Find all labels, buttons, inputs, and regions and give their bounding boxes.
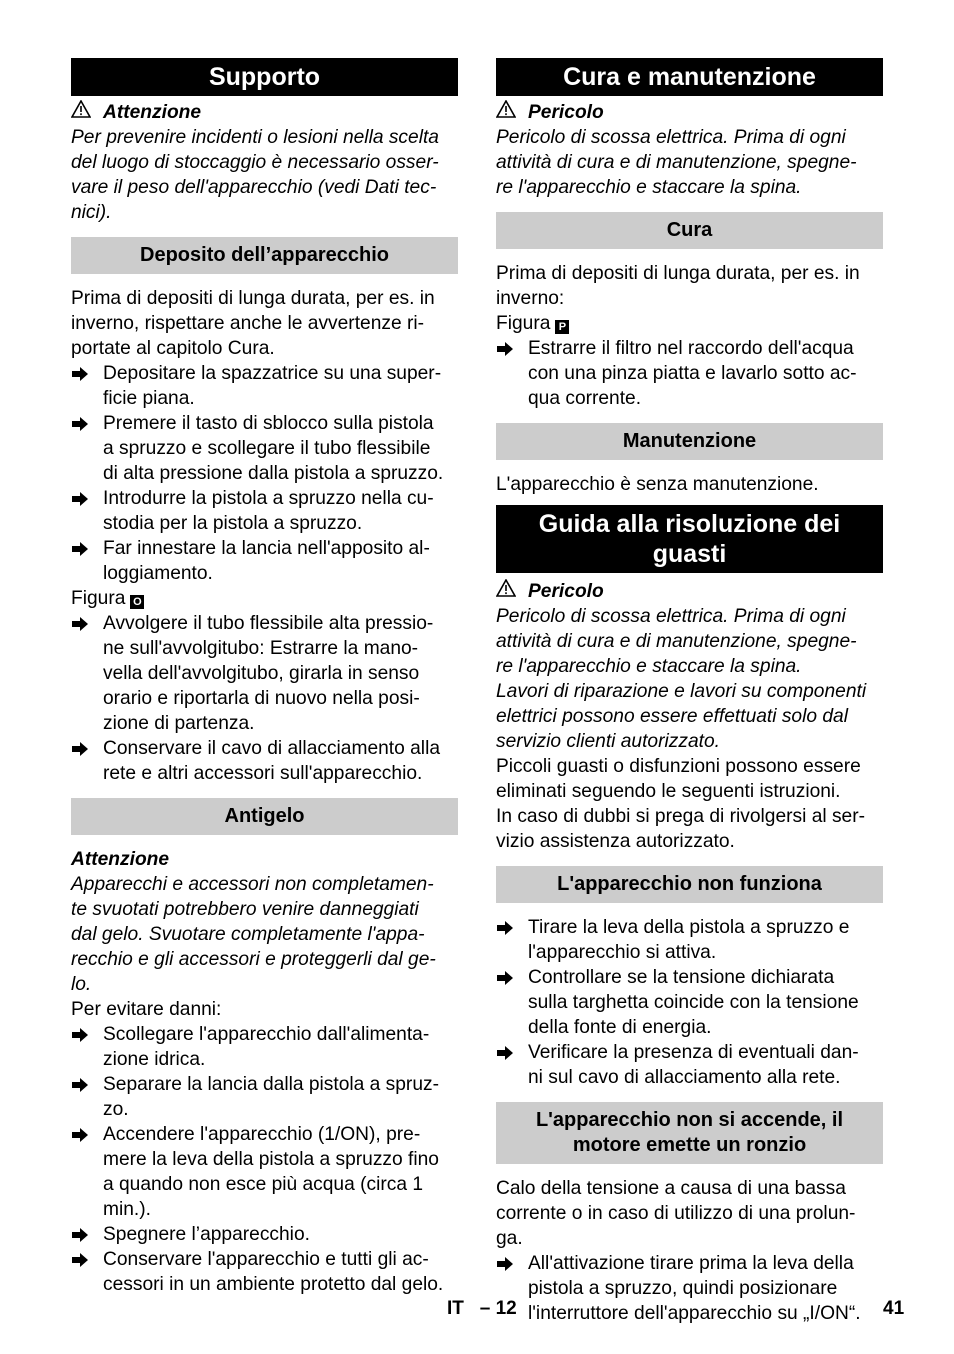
warning-supporto [71,100,458,125]
arrow-right-icon [71,1222,103,1247]
heading-guida [496,505,883,573]
footer-language-code: IT – 12 [447,1298,517,1319]
text-line: zo. [103,1099,129,1120]
arrow-right-icon [496,336,528,411]
text-manutenzione: L'apparecchio è senza manutenzione. [496,474,819,495]
list-item [496,965,883,1040]
text-line: l'apparecchio si attiva. [528,942,717,963]
text-line: Prima di depositi di lunga durata, per es. in [496,263,860,284]
heading-supporto: Supporto [71,58,458,96]
text-line: Pericolo di scossa elettrica. Prima di ogni [496,606,846,627]
text-line: elettrici possono essere effettuati solo dal [496,706,848,727]
text-line: ficie piana. [103,388,195,409]
intro-antigelo: Per evitare danni: [71,999,222,1020]
text-line: ni sul cavo di allacciamento alla rete. [528,1067,841,1088]
text-line: ne sull'avvolgitubo: Estrarre la mano- [103,638,419,659]
heading-line: guasti [652,540,727,568]
text-line: l'interruttore dell'apparecchio su „I/ON“. [528,1303,861,1324]
heading-deposito: Deposito dell’apparecchio [71,237,458,274]
text-line: orario e riportarla di nuovo nella posi- [103,688,420,709]
arrow-right-icon [71,1122,103,1222]
list-item [71,536,458,586]
list-item [71,736,458,786]
heading-manutenzione: Manutenzione [496,423,883,460]
text-line: zione di partenza. [103,713,255,734]
text-line: servizio clienti autorizzato. [496,731,720,752]
text-line: Apparecchi e accessori non completamen- [71,874,434,895]
figure-label: Figura [496,313,551,334]
text-line: Piccoli guasti o disfunzioni possono essere [496,756,861,777]
text-line: ga. [496,1228,523,1249]
text-line: recchio e gli accessori e proteggerli dal ge- [71,949,436,970]
text-line: cessori in un ambiente protetto dal gelo. [103,1274,444,1295]
heading-antigelo: Antigelo [71,798,458,835]
warning-guida [496,579,883,604]
text-line: Estrarre il filtro nel raccordo dell'acqua [528,338,854,359]
list-item [71,1022,458,1072]
warning-triangle-icon [71,100,93,125]
arrow-right-icon [496,915,528,965]
text-line: a quando non esce più acqua (circa 1 [103,1174,424,1195]
text-line: te svuotati potrebbero venire danneggiati [71,899,419,920]
heading-ronzio [496,1102,883,1164]
arrow-right-icon [71,486,103,536]
list-item [71,1072,458,1122]
text-line: Spegnere l’apparecchio. [103,1224,310,1245]
figure-reference [496,311,883,336]
text-line: Avvolgere il tubo flessibile alta pressio- [103,613,434,634]
figure-label: Figura [71,588,126,609]
warning-text-cura-manutenzione [496,125,883,200]
text-line: Conservare il cavo di allacciamento alla [103,738,441,759]
page-number: 41 [883,1298,905,1319]
figure-letter-icon: O [130,595,144,609]
text-line: a spruzzo e scollegare il tubo flessibile [103,438,431,459]
arrow-right-icon [71,736,103,786]
heading-non-funziona: L'apparecchio non funziona [496,866,883,903]
text-line: pistola a spruzzo, quindi posizionare [528,1278,838,1299]
arrow-right-icon [496,1040,528,1090]
text-line: attività di cura e di manutenzione, spegne- [496,631,857,652]
warning-text-supporto [71,125,458,225]
list-item [71,411,458,486]
text-line: sulla targhetta coincide con la tensione [528,992,859,1013]
text-line: del luogo di stoccaggio è necessario osser- [71,152,439,173]
arrow-right-icon [71,536,103,586]
text-line: vare il peso dell'apparecchio (vedi Dati tec- [71,177,437,198]
warning-title: Attenzione [71,849,170,870]
text-line: All'attivazione tirare prima la leva della [528,1253,854,1274]
text-line: Per prevenire incidenti o lesioni nella scelta [71,127,439,148]
text-line: di alta pressione dalla pistola a spruzzo. [103,463,444,484]
text-line: inverno, rispettare anche le avvertenze ri- [71,313,425,334]
list-item [71,361,458,411]
warning-text-antigelo [71,872,458,997]
text-line: min.). [103,1199,151,1220]
text-guida [496,754,883,854]
text-line: con una pinza piatta e lavarlo sotto ac- [528,363,857,384]
text-line: Lavori di riparazione e lavori su componenti [496,681,867,702]
list-item [71,486,458,536]
text-line: corrente o in caso di utilizzo di una prolun- [496,1203,856,1224]
heading-cura-manutenzione: Cura e manutenzione [496,58,883,96]
text-line: vella dell'avvolgitubo, girarla in senso [103,663,420,684]
heading-line: Guida alla risoluzione dei [538,510,841,538]
intro-ronzio [496,1176,883,1251]
text-line: Calo della tensione a causa di una bassa [496,1178,846,1199]
text-line: nici). [71,202,112,223]
heading-cura: Cura [496,212,883,249]
arrow-right-icon [496,965,528,1040]
intro-deposito [71,286,458,361]
text-line: Verificare la presenza di eventuali dan- [528,1042,859,1063]
list-item [71,1222,458,1247]
warning-title: Pericolo [528,581,604,602]
list-item [496,336,883,411]
text-line: dal gelo. Svuotare completamente l'appa- [71,924,425,945]
text-line: mere la leva della pistola a spruzzo fino [103,1149,439,1170]
warning-triangle-icon [496,579,518,604]
left-column [71,58,458,1297]
text-line: Far innestare la lancia nell'apposito al- [103,538,430,559]
warning-title: Pericolo [528,102,604,123]
text-line: In caso di dubbi si prega di rivolgersi al ser- [496,806,866,827]
arrow-right-icon [71,411,103,486]
text-line: Prima di depositi di lunga durata, per es. in [71,288,435,309]
warning-triangle-icon [496,100,518,125]
text-line: lo. [71,974,92,995]
warning-title: Attenzione [103,102,202,123]
text-line: vizio assistenza autorizzato. [496,831,735,852]
warning-text-guida [496,604,883,754]
text-line: stodia per la pistola a spruzzo. [103,513,363,534]
text-line: Pericolo di scossa elettrica. Prima di ogni [496,127,846,148]
arrow-right-icon [71,361,103,411]
figure-letter-icon: P [555,320,569,334]
right-column [496,58,883,1326]
heading-line: L'apparecchio non si accende, il [535,1109,844,1131]
figure-reference [71,586,458,611]
text-line: Accendere l'apparecchio (1/ON), pre- [103,1124,421,1145]
text-line: qua corrente. [528,388,642,409]
arrow-right-icon [71,1072,103,1122]
text-line: rete e altri accessori sull'apparecchio. [103,763,423,784]
intro-cura [496,261,883,311]
text-line: Tirare la leva della pistola a spruzzo e [528,917,850,938]
list-item [496,915,883,965]
text-line: inverno: [496,288,565,309]
text-line: Conservare l'apparecchio e tutti gli ac- [103,1249,429,1270]
text-line: re l'apparecchio e staccare la spina. [496,656,802,677]
text-line: Depositare la spazzatrice su una super- [103,363,442,384]
list-item [496,1251,883,1326]
arrow-right-icon [71,1022,103,1072]
text-line: Premere il tasto di sblocco sulla pistola [103,413,434,434]
warning-cura-manutenzione [496,100,883,125]
text-line: re l'apparecchio e staccare la spina. [496,177,802,198]
text-line: portate al capitolo Cura. [71,338,275,359]
heading-line: motore emette un ronzio [572,1134,807,1156]
text-line: Separare la lancia dalla pistola a spruz- [103,1074,439,1095]
text-line: eliminati seguendo le seguenti istruzioni. [496,781,841,802]
text-line: attività di cura e di manutenzione, spegne- [496,152,857,173]
list-item [71,611,458,736]
text-line: Scollegare l'apparecchio dall'alimenta- [103,1024,430,1045]
text-line: loggiamento. [103,563,213,584]
list-item [496,1040,883,1090]
arrow-right-icon [71,1247,103,1297]
text-line: Controllare se la tensione dichiarata [528,967,835,988]
list-item [71,1247,458,1297]
arrow-right-icon [71,611,103,736]
text-line: zione idrica. [103,1049,206,1070]
text-line: della fonte di energia. [528,1017,712,1038]
list-item [71,1122,458,1222]
text-line: Introdurre la pistola a spruzzo nella cu- [103,488,434,509]
